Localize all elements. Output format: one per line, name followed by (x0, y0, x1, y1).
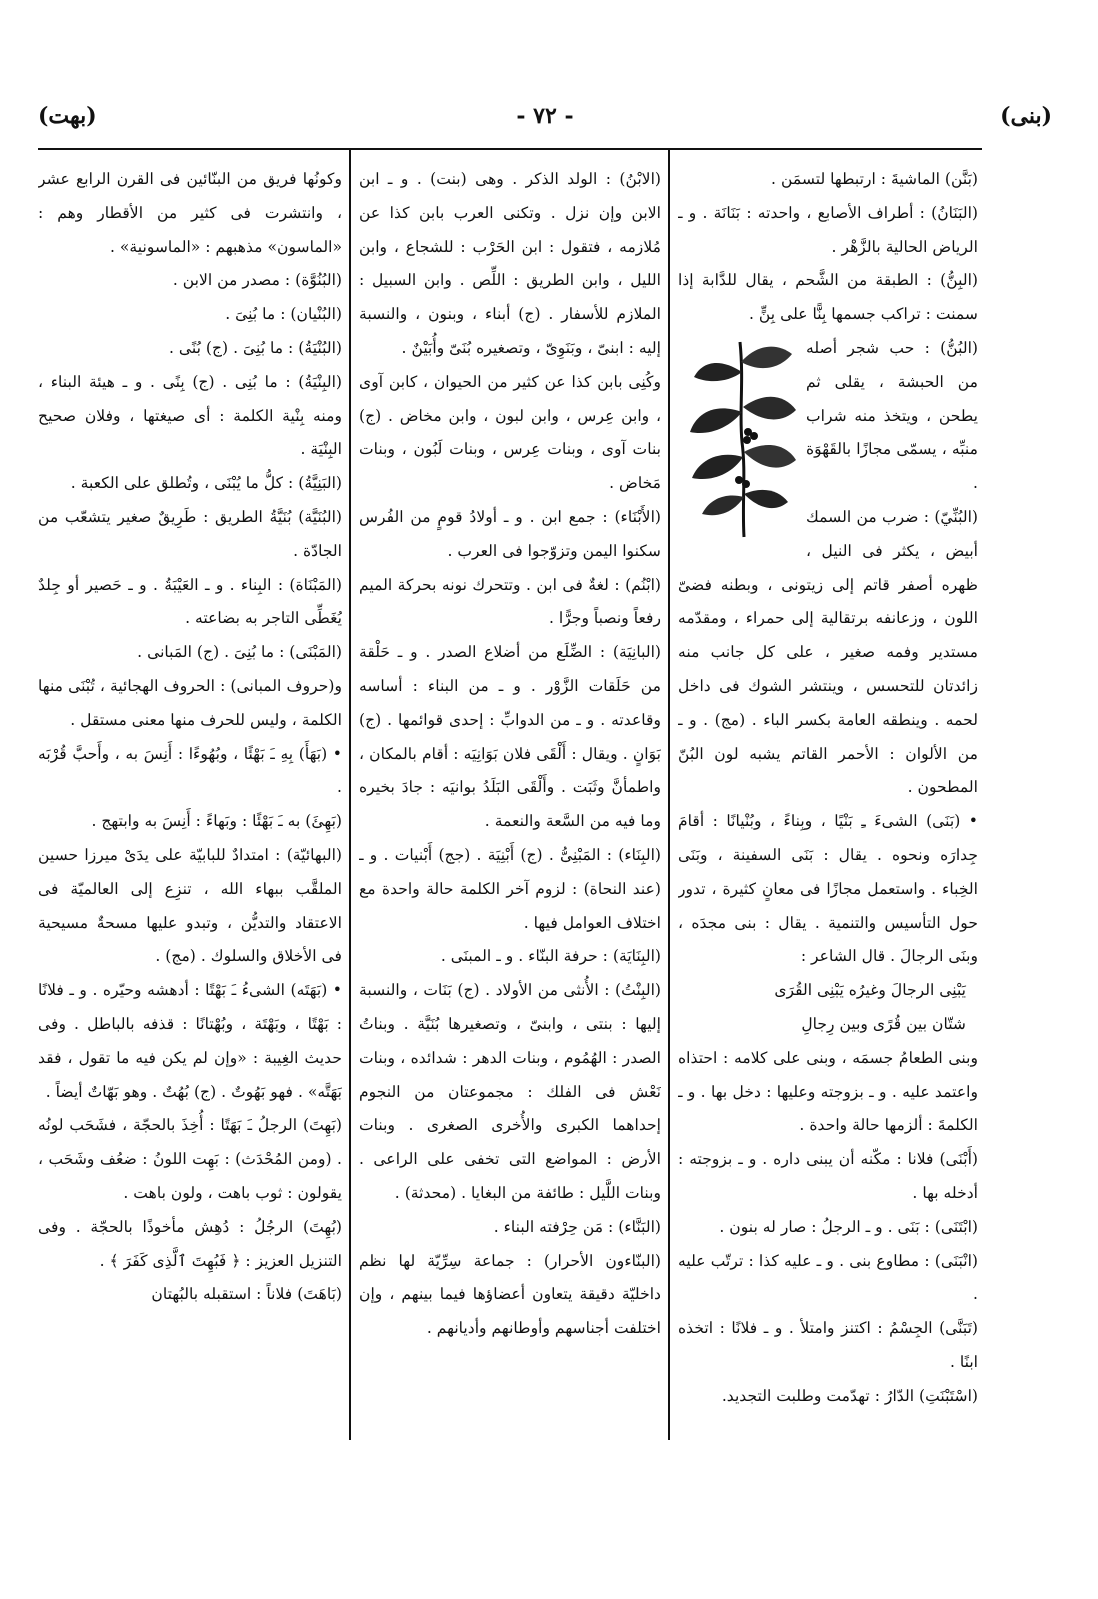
entry-al-bunni: (البُنِّيّ) : ضرب من السمك أبيض ، يكثر فى النيل ، ظهره أصفر قاتم إلى زيتونى ، وبطنه فضىّ اللون ، وزعانفه برتقالية إلى حمراء ، ومقدّمه مستدير وفمه صغير ، على كل جانب منه زائدتان للتحسس ، وينتشر الشوك فى داخل لحمه . وينطقه العامة بكسر الباء . (مج) . و ـ من الألوان : الأحمر القاتم يشبه لون البُنّ المطحون . (678, 507, 978, 797)
column-middle (359, 163, 661, 1443)
entry-buhita: (بُهِتَ) الرجُلُ : دُهِش مأخوذًا بالحجّة . وفى التنزيل العزيز : ﴿ فَبُهِتَ ٱلَّذِى كَفَرَ ﴾ . (38, 1217, 342, 1270)
entry-bahaa: • (بَهَأَ) بِهِ ـَ بَهْئًا ، وبُهُوءًا : أَنِسَ به ، وأَحبَّ قُرْبَه . (38, 744, 342, 797)
entry-al-bina: (البِنَاء) : المَبْنِىُّ . (ج) أَبْنِيَة . (جج) أَبْنيات . و ـ (عند النحاة) : لزوم آخر الكلمة حالة واحدة مع اختلاف العوامل فيها . (359, 845, 661, 932)
entry-bannan-mashiya: (بَنَّن) الماشيةَ : ارتبطها لتسمَن . (771, 170, 978, 188)
entry-bahia: (بَهِئَ) به ـَ بَهْئًا : وبَهاءً : أَنِسَ به وابتهج . (91, 812, 342, 831)
entry-freemasons-continued: وكونُها فريق من البنّائين فى القرن الرابع عشر ، وانتشرت فى كثير من الأقطار وهم : «الماسون» مذهبهم : «الماسونية» . (38, 170, 342, 256)
entry-al-binya: (البِنْيَةُ) : ما بُنِى . (ج) بِنًى . و ـ هيئة البناء ، ومنه بِنْية الكلمة : أى صيغتها ، وفلان صحيح البِنْيَة . (38, 372, 342, 459)
entry-al-binaya: (البِنَايَة) : حرفة البنّاء . و ـ المبنَى . (440, 947, 661, 966)
entry-al-mabnat: (المَبْنَاة) : البِناء . و ـ العَيْبَةُ . و ـ حَصير أو جِلدٌ يُغَطِّى التاجر به بضاعته . (38, 575, 342, 628)
entry-ibnum: (ابْنُم) : لغةٌ فى ابن . وتتحرك نونه بحركة الميم رفعاً ونصباً وجرًّا . (359, 575, 661, 628)
entry-al-baniyya: (البَنِيَّةُ) : كلُّ ما يُبْنَى ، وتُطلق على الكعبة . (70, 474, 342, 493)
entry-al-ibn: (الابْنُ) : الولد الذكر . وهى (بنت) . و ـ ابن الابن وإن نزل . وتكنى العرب بابن كذا عن مُلازمه ، فتقول : ابن الحَرْب : للشجاع ، وابن الليل ، وابن الطريق : اللِّص . وابن السبيل : الملازم للأسفار . (ج) أبناء ، وبنون ، والنسبة إليه : ابنىّ ، وبَنَوِىّ ، وتصغيره بُنَىّ وأُبَيْنٌ . (359, 170, 661, 357)
page-header (38, 103, 1052, 139)
entry-al-bunn: (البُنُّ) : حب شجر أصله من الحبشة ، يقلى ثم يطحن ، ويتخذ منه شراب منبِّه ، يسمّى مجازًا بالقَهْوَة . (806, 338, 978, 493)
entry-al-bunayya: (البُنَيَّة) بُنَيَّةُ الطريق : طَرِيقٌ صغير يتشعّب من الجادّة . (38, 507, 342, 560)
poem-line-2: شتّان بين قُرًى وبين رِجالِ (801, 1014, 966, 1033)
entry-bahatahu: • (بَهَتَه) الشىءُ ـَ بَهْتًا : أدهشه وحيّره . و ـ فلانًا : بَهْتًا ، وبَهْتَة ، وبُهْتانًا : قذفه بالباطل . وفى حديث الغِيبة : «وإن لم يكن فيه ما تقول ، فقد بَهَتَّه» . فهو بَهُوتٌ . (ج) بُهُتٌ . وهو بَهّاتٌ أيضاً . (38, 981, 342, 1101)
column-divider-left (349, 150, 351, 1440)
entry-istabnat: (اسْتَبْنَتِ) الدّارُ : تهدّمت وطلبت التجديد. (721, 1386, 978, 1405)
entry-freemasons: (البنّاءون الأحرار) : جماعة سِرِّيّة لها نظم داخليّة دقيقة يتعاون أعضاؤها فيما بينهم ، وإن اختلفت أجناسهم وأوطانهم وأديانهم . (359, 1251, 661, 1338)
header-rule (38, 148, 982, 150)
entry-al-banna: (البَنَّاء) : مَن حِرْفته البناء . (493, 1217, 661, 1236)
entry-bana-continued: وبنى الطعامُ جسمَه ، وبنى على كلامه : احتذاه واعتمد عليه . و ـ بزوجته وعليها : دخل بها . و ـ الكلمةَ : ألزمها حالة واحدة . (678, 1048, 978, 1135)
entry-al-bunuwwa: (البُنُوَّة) : مصدر من الابن . (172, 271, 342, 290)
entry-abna: (أَبْنَى) فلانا : مكّنه أن يبنى داره . و ـ بزوجته : أدخله بها . (678, 1150, 978, 1202)
page-number: - ٧٢ - (516, 103, 574, 129)
header-keyword-left: (بهت) (38, 103, 97, 129)
entry-al-abna: (الأَبْنَاء) : جمع ابن . و ـ أولادُ قومٍ من الفُرس سكنوا اليمن وتزوّجوا فى العرب . (359, 507, 661, 560)
entry-al-banan: (البَنَانُ) : أطراف الأصابع ، واحدته : بَنَانَة . و ـ الرياض الحالية بالزَّهْر . (678, 203, 978, 256)
entry-tabanna: (تَبَنَّى) الجِسْمُ : اكتنز وامتلأ . و ـ فلانًا : اتخذه ابنًا . (678, 1319, 978, 1371)
column-left (38, 163, 342, 1443)
entry-bahata: (بَاهَتَ) فلاناً : استقبله بالبُهتان (151, 1285, 342, 1304)
entry-al-baniya: (البانِيَة) : الضِّلَع من أضلاع الصدر . و ـ حَلْقة من حَلَقات الزَّوْر . و ـ من البناء : أساسه وقاعدته . و ـ من الدوابِّ : إحدى قوائمها . (ج) بَوَانٍ . ويقال : أَلْقَى فلان بَوَانِيَه : أقام بالمكان ، واطمأنَّ وثَبَت . وأَلْقَى البَلَدُ بوانيَه : جادَ بخيره وما فيه من السَّعة والنعمة . (359, 643, 661, 831)
entry-al-bahaiyya: (البهائيّة) : امتدادٌ للبابيّة على يدَىْ ميرزا حسين الملقَّب ببهاء الله ، تنزِع إلى العالميّة فى الاعتقاد والتديُّن ، وتبدو عليها مسحةٌ مسيحية فى الأخلاق والسلوك . (مج) . (38, 845, 342, 966)
entry-bana: • (بَنَى) الشىءَ ـِ بَنْيًا ، وبِناءً ، وبُنْيانًا : أقامَ جِدارَه ونحوه . يقال : بَنَى السفينة ، وبَنَى الخِباء . واستعمل مجازًا فى معانٍ كثيرة ، تدور حول التأسيس والتنمية . يقال : بنى مجدَه ، وبنَى الرجالَ . قال الشاعر : (678, 812, 978, 966)
entry-ibtana: (ابْتَنَى) : بَنَى . و ـ الرجلُ : صار له بنون . (719, 1217, 978, 1236)
column-divider-right (668, 150, 670, 1440)
entry-bahita: (بَهِتَ) الرجلُ ـَ بَهَتًا : أُخِذَ بالحجّة ، فشَحَب لونُه . (ومن المُحْدَث) : بَهِت اللونُ : ضعُف وشَحَب ، يقولون : ثوب باهت ، ولون باهت . (38, 1116, 342, 1202)
entry-al-bunyan: (البُنْيان) : ما بُنِىَ . (225, 305, 342, 324)
entry-kunya-animals: وكُنِى بابن كذا عن كثير من الحيوان ، كابن آوى ، وابن عِرس ، وابن لبون ، وابن مخاض . (ج) بنات آوى ، وبنات عِرس ، وبنات لَبُون ، وبنات مَخاض . (359, 372, 661, 493)
entry-huruf-al-mabani: و(حروف المبانى) : الحروف الهجائية ، تُبْنَى منها الكلمة ، وليس للحرف منها معنى مستقل . (38, 676, 342, 729)
entry-al-mabna: (المَبْنَى) : ما بُنِىَ . (ج) المَبانى . (137, 643, 342, 662)
entry-al-bint: (البِنْتُ) : الأُنثى من الأولاد . (ج) بَنَات ، والنسبة إليها : بنتى ، وابنىّ ، وتصغيرها بُنَيَّة . وبناتُ الصدر : الهُمُوم ، وبنات الدهر : شدائده ، وبنات نَعْش فى الفلك : مجموعتان من النجوم إحداهما الكبرى والأُخرى الصغرى . وبنات الأرض : المواضع التى تخفى على الراعى . وبنات اللَّيل : طائفة من البغايا . (محدثة) . (359, 981, 661, 1202)
entry-al-bunya: (البُنْيَةُ) : ما بُنِىَ . (ج) بُنًى . (168, 338, 342, 357)
header-keyword-right: (بنى) (1000, 103, 1052, 129)
poem-line-1: يَبْنِى الرجالَ وغيرُه يَبْنِى القُرَى (774, 981, 966, 1000)
coffee-plant-illustration (684, 332, 802, 540)
entry-inbana: (انْبَنَى) : مطاوع بنى . و ـ عليه كذا : ترتّب عليه . (678, 1251, 978, 1304)
column-right (678, 163, 978, 1443)
entry-al-binn: (البِنُّ) : الطبقة من الشَّحم ، يقال للدَّابة إذا سمنت : تراكب جسمها بِنًّا على بِنٍّ . (678, 271, 978, 324)
